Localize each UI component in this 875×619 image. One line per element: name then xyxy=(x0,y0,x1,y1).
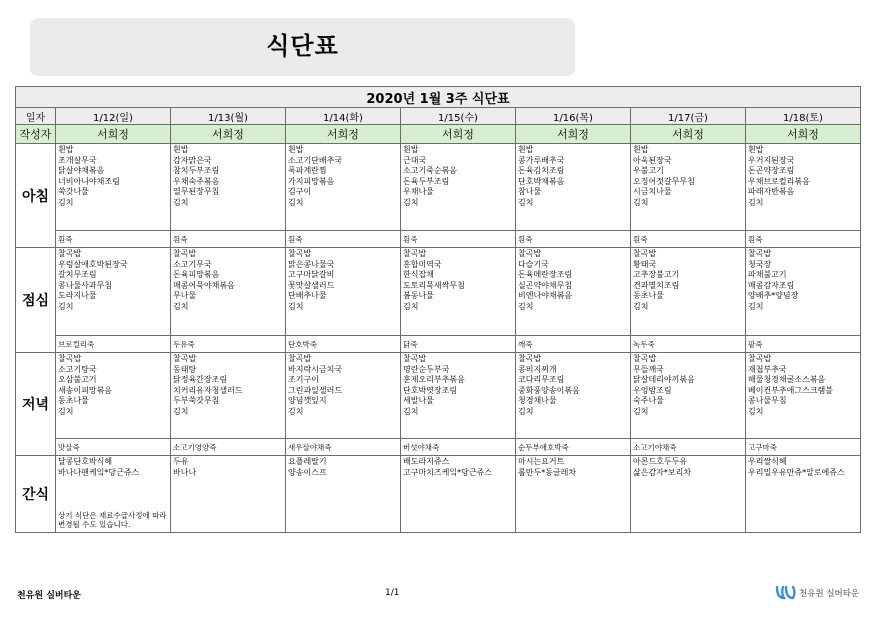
lunch-porridge: 두유죽 xyxy=(171,336,286,353)
dinner-porridge: 소고기영양죽 xyxy=(171,439,286,456)
menu-item: 찰곡밥 xyxy=(173,249,197,258)
author-cell: 서희정 xyxy=(286,125,401,144)
author-cell: 서희정 xyxy=(516,125,631,144)
menu-item: 찰곡밥 xyxy=(403,354,427,363)
breakfast-porridge: 흰죽 xyxy=(171,231,286,248)
lunch-porridge: 단호박죽 xyxy=(286,336,401,353)
menu-item: 그린과일샐러드 xyxy=(288,385,343,395)
menu-item: 감자맑은국 xyxy=(173,155,212,165)
date-cell: 1/16(목) xyxy=(516,108,631,125)
menu-table xyxy=(15,86,861,533)
menu-item: 매콤어묵야채볶음 xyxy=(173,280,235,290)
menu-item: 돈육두부조림 xyxy=(403,176,450,186)
menu-item: 오삼불고기 xyxy=(58,375,97,385)
table-title: 2020년 1월 3주 식단표 xyxy=(16,87,861,108)
menu-item: 폭파계란찜 xyxy=(288,166,327,176)
snack-item: 요플레딸기 xyxy=(288,457,327,466)
author-cell: 서희정 xyxy=(746,125,861,144)
lunch-porridge: 팥죽 xyxy=(746,336,861,353)
menu-item: 무들깨국 xyxy=(633,364,664,374)
menu-item: 김치 xyxy=(403,406,419,416)
lunch-menu xyxy=(401,248,516,336)
menu-item: 콩나물무침 xyxy=(748,396,787,406)
dinner-menu xyxy=(401,353,516,439)
menu-item: 홍합미역국 xyxy=(403,259,442,269)
menu-item: 파채불고기 xyxy=(748,270,787,280)
footer-org: 천유원 실버타운 xyxy=(17,591,81,601)
menu-item: 콩나물사과무침 xyxy=(58,280,113,290)
menu-item: 김치 xyxy=(58,301,74,311)
dinner-menu xyxy=(746,353,861,439)
menu-item: 오징어젓갈무무침 xyxy=(633,176,695,186)
menu-item: 김치 xyxy=(173,406,189,416)
date-cell: 1/17(금) xyxy=(631,108,746,125)
author-cell: 서희정 xyxy=(631,125,746,144)
date-cell: 1/15(수) xyxy=(401,108,516,125)
dinner-menu xyxy=(516,353,631,439)
menu-item: 찰곡밥 xyxy=(403,249,427,258)
menu-item: 소고기무국 xyxy=(173,259,212,269)
breakfast-extra-row xyxy=(16,231,861,248)
menu-item: 쑥갓나물 xyxy=(58,187,89,197)
snack-item: 바나나 xyxy=(173,467,197,477)
author-cell: 서희정 xyxy=(56,125,171,144)
menu-item: 흰밥 xyxy=(403,145,419,154)
menu-item: 돈곤약장조림 xyxy=(748,166,795,176)
menu-item: 양념깻잎지 xyxy=(288,396,327,406)
logo-text: 천유원 실버타운 xyxy=(799,589,860,599)
menu-item: 양배추*양념장 xyxy=(748,291,799,301)
menu-item: 코다리무조림 xyxy=(518,375,565,385)
menu-item: 조개살무국 xyxy=(58,155,97,165)
breakfast-porridge: 흰죽 xyxy=(401,231,516,248)
snack-item: 두유 xyxy=(173,457,189,466)
menu-item: 조기구이 xyxy=(288,375,319,385)
menu-item: 재첩부추국 xyxy=(748,364,787,374)
snack-item: 달콩단호박식혜 xyxy=(58,457,113,466)
menu-item: 파래자반볶음 xyxy=(748,187,795,197)
menu-item: 김치 xyxy=(173,197,189,207)
menu-item: 우채나물 xyxy=(403,187,434,197)
lunch-porridge: 깨죽 xyxy=(516,336,631,353)
menu-item: 도토리묵새싹무침 xyxy=(403,280,465,290)
breakfast-porridge: 흰죽 xyxy=(746,231,861,248)
menu-item: 김치 xyxy=(58,406,74,416)
snack-item: 마시는요거트 xyxy=(518,457,565,466)
lunch-row xyxy=(16,248,861,336)
snack-menu xyxy=(171,456,286,533)
menu-item: 동초나물 xyxy=(58,396,89,406)
menu-item: 꽃맛살샐러드 xyxy=(288,280,335,290)
menu-item: 명란순두부국 xyxy=(403,364,450,374)
menu-item: 김치 xyxy=(173,301,189,311)
author-cell: 서희정 xyxy=(401,125,516,144)
menu-item: 찰곡밥 xyxy=(748,249,772,258)
menu-item: 우채브로컬리볶음 xyxy=(748,176,810,186)
menu-item: 흰밥 xyxy=(518,145,534,154)
lunch-label: 점심 xyxy=(16,248,56,353)
page-title: 식단표 xyxy=(266,32,339,60)
snack-item: 롤만두*동글레차 xyxy=(518,467,577,477)
menu-item: 단배추나물 xyxy=(288,291,327,301)
menu-item: 한식잡채 xyxy=(403,270,434,280)
snack-menu xyxy=(516,456,631,533)
menu-item: 닭정육간장조림 xyxy=(173,375,228,385)
menu-item: 근대국 xyxy=(403,155,427,165)
menu-item: 새송이피망볶음 xyxy=(58,385,113,395)
menu-item: 참나물 xyxy=(518,187,542,197)
menu-item: 세발나물 xyxy=(403,396,434,406)
breakfast-porridge: 흰죽 xyxy=(56,231,171,248)
menu-item: 봄동나물 xyxy=(403,291,434,301)
logo-icon xyxy=(775,583,797,601)
lunch-menu xyxy=(631,248,746,336)
menu-item: 흰밥 xyxy=(633,145,649,154)
menu-item: 흰밥 xyxy=(173,145,189,154)
menu-item: 찰곡밥 xyxy=(633,249,657,258)
menu-item: 가지피망볶음 xyxy=(288,176,335,186)
menu-item: 김치 xyxy=(58,197,74,207)
menu-item: 무나물 xyxy=(173,291,197,301)
menu-item: 견과멸치조림 xyxy=(633,280,680,290)
menu-item: 찰곡밥 xyxy=(518,249,542,258)
menu-item: 해물청경채굴소스볶음 xyxy=(748,375,826,385)
author-row xyxy=(16,125,861,144)
menu-item: 소고기죽순볶음 xyxy=(403,166,458,176)
date-label: 일자 xyxy=(16,108,56,125)
snack-item: 우리쌀식혜 xyxy=(748,457,787,466)
page-number: 1/1 xyxy=(385,588,400,598)
menu-item: 다슬기국 xyxy=(518,259,549,269)
date-cell: 1/12(일) xyxy=(56,108,171,125)
menu-item: 시금치나물 xyxy=(633,187,672,197)
dinner-porridge: 버섯야채죽 xyxy=(401,439,516,456)
lunch-menu xyxy=(286,248,401,336)
logo xyxy=(775,582,865,602)
menu-item: 김치 xyxy=(748,301,764,311)
author-label: 작성자 xyxy=(16,125,56,144)
menu-item: 찰곡밥 xyxy=(288,354,312,363)
menu-item: 고구마닭갈비 xyxy=(288,270,335,280)
menu-item: 김치 xyxy=(518,301,534,311)
snack-menu xyxy=(56,456,171,533)
menu-item: 돈육피망볶음 xyxy=(173,270,220,280)
menu-item: 중화풍양송이볶음 xyxy=(518,385,580,395)
menu-item: 흰밥 xyxy=(748,145,764,154)
menu-item: 김치 xyxy=(288,406,304,416)
menu-item: 단호박엿장조림 xyxy=(403,385,458,395)
menu-item: 찰곡밥 xyxy=(173,354,197,363)
lunch-porridge: 브로컬리죽 xyxy=(56,336,171,353)
dinner-menu xyxy=(56,353,171,439)
menu-item: 김치 xyxy=(288,197,304,207)
dinner-porridge: 맛살죽 xyxy=(56,439,171,456)
date-row xyxy=(16,108,861,125)
breakfast-porridge: 흰죽 xyxy=(516,231,631,248)
menu-item: 우엉밤조림 xyxy=(633,385,672,395)
menu-item: 실곤약야채무침 xyxy=(518,280,573,290)
breakfast-menu xyxy=(171,144,286,231)
snack-item: 양송이스프 xyxy=(288,467,327,477)
menu-item: 돈육김치조림 xyxy=(518,166,565,176)
menu-item: 우불고기 xyxy=(633,166,664,176)
menu-item: 흰밥 xyxy=(58,145,74,154)
breakfast-porridge: 흰죽 xyxy=(631,231,746,248)
dinner-menu xyxy=(631,353,746,439)
menu-item: 찰곡밥 xyxy=(58,249,82,258)
menu-item: 찰곡밥 xyxy=(58,354,82,363)
menu-item: 닭살야채볶음 xyxy=(58,166,105,176)
menu-item: 김치 xyxy=(748,406,764,416)
menu-item: 갈치무조림 xyxy=(58,270,97,280)
lunch-menu xyxy=(746,248,861,336)
menu-item: 김치 xyxy=(633,301,649,311)
dinner-menu xyxy=(286,353,401,439)
menu-item: 맑은콩나물국 xyxy=(288,259,335,269)
dinner-porridge: 새우살야채죽 xyxy=(286,439,401,456)
menu-item: 우렁살애호박된장국 xyxy=(58,259,128,269)
menu-item: 김치 xyxy=(633,197,649,207)
menu-item: 닭살데리야끼볶음 xyxy=(633,375,695,385)
menu-item: 김구이 xyxy=(288,187,312,197)
lunch-menu xyxy=(516,248,631,336)
menu-item: 치커리유자청샐러드 xyxy=(173,385,243,395)
breakfast-menu xyxy=(56,144,171,231)
menu-item: 콩가루배추국 xyxy=(518,155,565,165)
snack-menu xyxy=(631,456,746,533)
menu-item: 청국장 xyxy=(748,259,772,269)
menu-item: 황태국 xyxy=(633,259,657,269)
menu-item: 동태탕 xyxy=(173,364,197,374)
menu-item: 고추장불고기 xyxy=(633,270,680,280)
breakfast-label: 아침 xyxy=(16,144,56,248)
breakfast-menu xyxy=(631,144,746,231)
date-cell: 1/13(월) xyxy=(171,108,286,125)
breakfast-porridge: 흰죽 xyxy=(286,231,401,248)
menu-note: 상기 식단은 재료수급사정에 따라 변경될 수도 있습니다. xyxy=(58,511,167,529)
menu-item: 열무된장무침 xyxy=(173,187,220,197)
lunch-menu xyxy=(56,248,171,336)
menu-item: 참치두부조림 xyxy=(173,166,220,176)
breakfast-menu xyxy=(286,144,401,231)
menu-item: 청경채나물 xyxy=(518,396,557,406)
snack-row xyxy=(16,456,861,533)
menu-item: 김치 xyxy=(403,301,419,311)
menu-item: 너비아니야채조림 xyxy=(58,176,120,186)
menu-item: 찰곡밥 xyxy=(518,354,542,363)
snack-label: 간식 xyxy=(16,456,56,533)
lunch-porridge: 닭죽 xyxy=(401,336,516,353)
lunch-porridge: 녹두죽 xyxy=(631,336,746,353)
menu-item: 김치 xyxy=(518,197,534,207)
menu-item: 아욱된장국 xyxy=(633,155,672,165)
dinner-porridge: 소고기야채죽 xyxy=(631,439,746,456)
menu-item: 찰곡밥 xyxy=(288,249,312,258)
menu-item: 김치 xyxy=(288,301,304,311)
menu-item: 찰곡밥 xyxy=(633,354,657,363)
menu-item: 단호박채볶음 xyxy=(518,176,565,186)
lunch-menu xyxy=(171,248,286,336)
menu-item: 베이컨부추애그스크램블 xyxy=(748,385,834,395)
snack-item: 삶은감자*보리차 xyxy=(633,467,692,477)
snack-item: 아몬드호두두유 xyxy=(633,457,688,466)
snack-menu xyxy=(401,456,516,533)
date-cell: 1/18(토) xyxy=(746,108,861,125)
menu-item: 동초나물 xyxy=(633,291,664,301)
dinner-menu xyxy=(171,353,286,439)
menu-item: 흰밥 xyxy=(288,145,304,154)
menu-item: 훈제오리부추볶음 xyxy=(403,375,465,385)
snack-item: 바나나팬케잌*당근쥬스 xyxy=(58,467,140,477)
page-title-box xyxy=(30,18,575,76)
menu-item: 숙주나물 xyxy=(633,396,664,406)
snack-item: 우리밀우유만쥬*알로에쥬스 xyxy=(748,467,845,477)
menu-item: 우채숙주볶음 xyxy=(173,176,220,186)
menu-item: 매콤감자조림 xyxy=(748,280,795,290)
menu-item: 두부쑥갓무침 xyxy=(173,396,220,406)
snack-item: 배도라지쥬스 xyxy=(403,457,450,466)
lunch-extra-row xyxy=(16,336,861,353)
breakfast-row xyxy=(16,144,861,231)
snack-menu xyxy=(746,456,861,533)
dinner-porridge: 고구마죽 xyxy=(746,439,861,456)
menu-item: 김치 xyxy=(633,406,649,416)
menu-item: 김치 xyxy=(518,406,534,416)
menu-item: 소고기단배추국 xyxy=(288,155,343,165)
author-cell: 서희정 xyxy=(171,125,286,144)
dinner-extra-row xyxy=(16,439,861,456)
dinner-row xyxy=(16,353,861,439)
menu-item: 바지락시금치국 xyxy=(288,364,343,374)
menu-item: 돈육메란장조림 xyxy=(518,270,573,280)
date-cell: 1/14(화) xyxy=(286,108,401,125)
menu-item: 도라지나물 xyxy=(58,291,97,301)
snack-item: 고구마치즈케잌*당근쥬스 xyxy=(403,467,493,477)
dinner-label: 저녁 xyxy=(16,353,56,456)
menu-item: 비엔나야채볶음 xyxy=(518,291,573,301)
breakfast-menu xyxy=(746,144,861,231)
snack-menu xyxy=(286,456,401,533)
menu-item: 김치 xyxy=(748,197,764,207)
menu-item: 콩비지찌개 xyxy=(518,364,557,374)
menu-item: 소고기탕국 xyxy=(58,364,97,374)
menu-item: 찰곡밥 xyxy=(748,354,772,363)
menu-item: 김치 xyxy=(403,197,419,207)
dinner-porridge: 순두부애호박죽 xyxy=(516,439,631,456)
breakfast-menu xyxy=(401,144,516,231)
breakfast-menu xyxy=(516,144,631,231)
menu-item: 우거지된장국 xyxy=(748,155,795,165)
